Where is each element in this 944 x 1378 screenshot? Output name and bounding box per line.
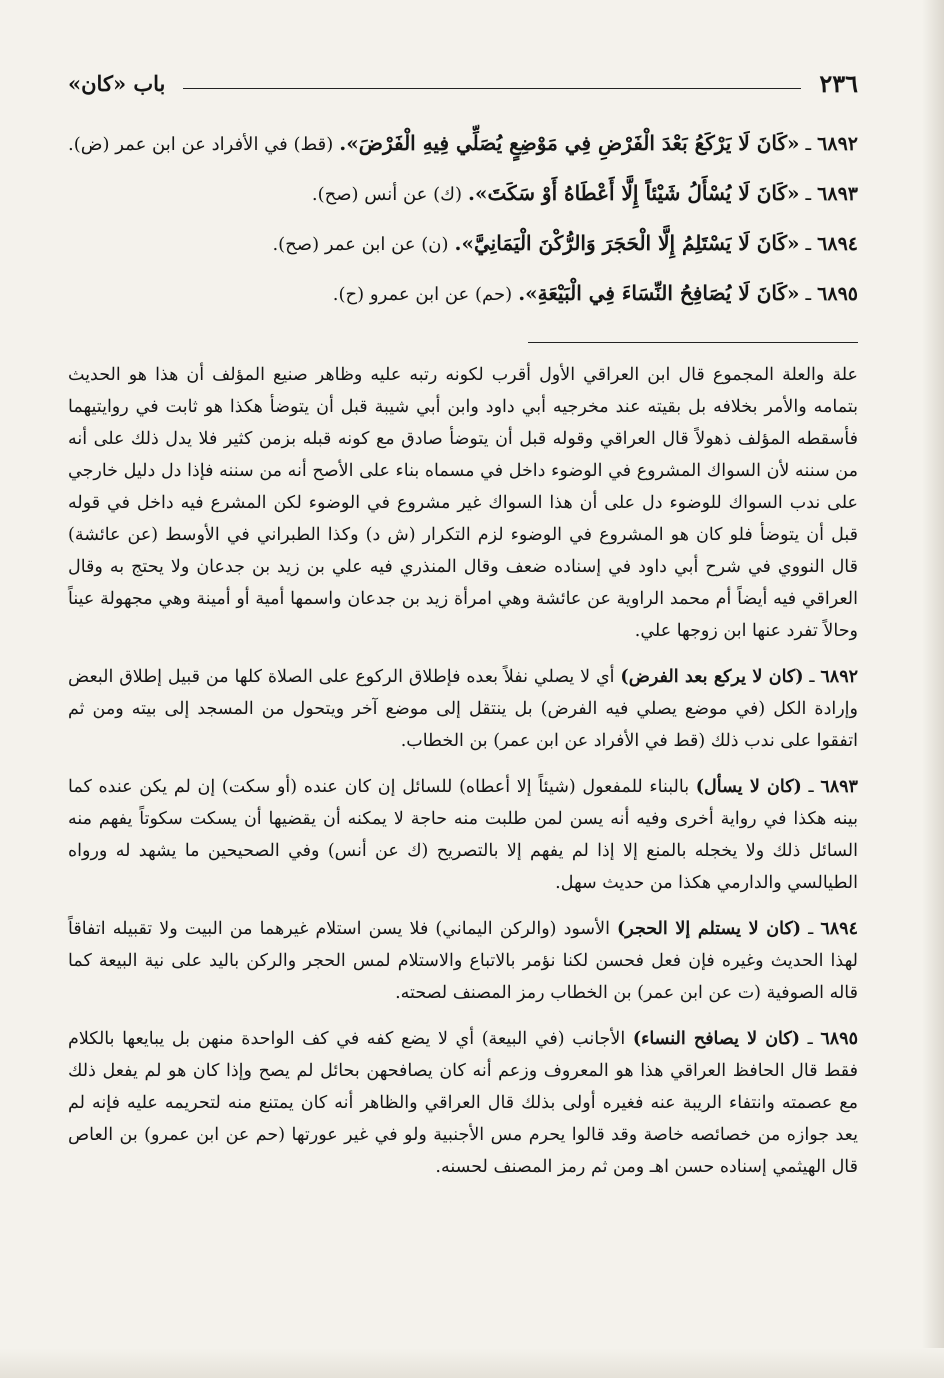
scan-bottom-shadow (0, 1348, 944, 1378)
hadith-number: ٦٨٩٢ (817, 133, 858, 155)
entry-text: الأجانب (في البيعة) أي لا يضع كفه في كف الواحدة منهن بل يبايعها بالكلام فقط قال الحافظ العراقي هذا هو المعروف وزعم أنه كان يصافحهن بحائل لم يصح وإذا كان هو لم يفعل ذلك مع عصمته وانتفاء الريبة عنه فغيره أولى بذلك قال العراقي والظاهر أنه كان يمتنع منه لتحريمه عليه فإنه لم يعد جوازه من خصائصه خاصة وقد قالوا يحرم مس الأجنبية ولو في غير عورتها (حم عن ابن عمرو) بن العاص قال الهيثمي إسناده حسن اهـ ومن ثم رمز المصنف لحسنه. (68, 1029, 858, 1177)
commentary (68, 359, 858, 1183)
hadith-text: «كَانَ لَا يُصَافِحُ النِّسَاءَ فِي الْبَيْعَةِ». (518, 281, 800, 305)
hadith-source: (ن) عن ابن عمر (صح). (272, 234, 449, 255)
hadith-text: «كَانَ لَا يَرْكَعُ بَعْدَ الْفَرْضِ فِي مَوْضِعٍ يُصَلِّي فِيهِ الْفَرْضَ». (339, 131, 800, 155)
hadith-source: (حم) عن ابن عمرو (ح). (332, 284, 513, 305)
entry-text: أي لا يصلي نفلاً بعده فإطلاق الركوع على الصلاة كلها من قبيل إطلاق البعض وإرادة الكل (في موضع يصلي فيه الفرض) بل ينتقل إلى موضع آخر ويتحول من المسجد إلى بيته ومن ثم اتفقوا على ندب ذلك (قط في الأفراد عن ابن عمر) بن الخطاب. (68, 667, 858, 751)
commentary-entry-6892: ٦٨٩٢ ـ (كان لا يركع بعد الفرض) أي لا يصلي نفلاً بعده فإطلاق الركوع على الصلاة كلها من قبيل إطلاق البعض وإرادة الكل (في موضع يصلي فيه الفرض) بل ينتقل إلى موضع آخر ويتحول من المسجد إلى بيته ومن ثم اتفقوا على ندب ذلك (قط في الأفراد عن ابن عمر) بن الخطاب. (68, 667, 858, 751)
commentary-entry-6894: ٦٨٩٤ ـ (كان لا يستلم إلا الحجر) الأسود (والركن اليماني) فلا يسن استلام غيرهما من البيت ولا تقبيله اتفاقاً لهذا الحديث وغيره فإن فعل فحسن لكنا نؤمر بالاتباع والاستلام لمس الحجر والركن باليد على نية البيعة كما قاله الصوفية (ت عن ابن عمر) بن الخطاب رمز المصنف لصحته. (68, 919, 858, 1003)
entry-number: ٦٨٩٣ (820, 777, 858, 797)
commentary-intro: علة والعلة المجموع قال ابن العراقي الأول أقرب لكونه رتبه عليه وظاهر صنيع المؤلف أن هذا هو الحديث بتمامه والأمر بخلافه بل بقيته عند مخرجيه أبي داود وابن أبي شيبة قبل أن يتوضأ هكذا هو ثابت في روايتيهما فأسقطه المؤلف ذهولاً قال العراقي وقوله قبل أن يتوضأ صادق مع كونه قبله بزمن كثير فلا يدل ذلك على أنه من سننه لأن السواك المشروع في الوضوء داخل في مسماه بناء على الأصح أنه من سننه فإذا دل دليل خارجي على ندب السواك للوضوء دل على أن هذا السواك غير مشروع في الوضوء لكن المشرع فيه داخل في قوله قبل أن يتوضأ فلو كان هو المشروع في الوضوء لزم التكرار (ش د) وكذا الطبراني في الأوسط (عن عائشة) قال النووي في شرح أبي داود في إسناده ضعف وقال المنذري فيه علي بن زيد بن جدعان ولا يحتج به وقال العراقي فيه أيضاً أم محمد الراوية عن عائشة وهي امرأة زيد بن جدعان واسمها أمية أو أمينة وهي مجهولة عيناً وحالاً تفرد عنها ابن زوجها علي. (68, 365, 858, 641)
entry-lead: (كان لا يركع بعد الفرض) (620, 667, 804, 687)
hadith-number: ٦٨٩٣ (817, 183, 858, 205)
entry-number: ٦٨٩٥ (820, 1029, 858, 1049)
entry-lead: (كان لا يستلم إلا الحجر) (617, 919, 802, 939)
hadith-text: «كَانَ لَا يَسْتَلِمُ إِلَّا الْحَجَرَ وَالرُّكْنَ الْيَمَانِيَّ». (454, 231, 800, 255)
hadith-6895: ٦٨٩٥ ـ «كَانَ لَا يُصَافِحُ النِّسَاءَ فِي الْبَيْعَةِ». (حم) عن ابن عمرو (ح). (332, 281, 858, 305)
scan-edge-shadow (922, 0, 944, 1378)
hadith-6894: ٦٨٩٤ ـ «كَانَ لَا يَسْتَلِمُ إِلَّا الْحَجَرَ وَالرُّكْنَ الْيَمَانِيَّ». (ن) عن ابن عمر (صح). (272, 231, 858, 255)
entry-lead: (كان لا يصافح النساء) (632, 1029, 801, 1049)
hadith-6892: ٦٨٩٢ ـ «كَانَ لَا يَرْكَعُ بَعْدَ الْفَرْضِ فِي مَوْضِعٍ يُصَلِّي فِيهِ الْفَرْضَ». (قط) في الأفراد عن ابن عمر (ض). (67, 131, 858, 155)
hadith-number: ٦٨٩٤ (817, 233, 858, 255)
hadith-6893: ٦٨٩٣ ـ «كَانَ لَا يُسْأَلُ شَيْئاً إِلَّا أَعْطَاهُ أَوْ سَكَتَ». (ك) عن أنس (صح). (311, 181, 858, 205)
hadith-number: ٦٨٩٥ (817, 283, 858, 305)
chapter-title: باب «كان» (68, 70, 166, 96)
page-number: ٢٣٦ (819, 68, 858, 98)
commentary-entry-6893: ٦٨٩٣ ـ (كان لا يسأل) بالبناء للمفعول (شيئاً إلا أعطاه) للسائل إن كان عنده (أو سكت) إن لم يكن عنده كما بينه هكذا في رواية أخرى وفيه أنه يسن لمن طلبت منه حاجة لا يمكنه أن يقضيها أن يسكت سكوتاً يفهم منه السائل ذلك ولا يخجله بالمنع إلا إذا لم يفهم إلا بالتصريح (ك عن أنس) وفي الصحيحين ما يشهد له ورواه الطيالسي والدارمي هكذا من حديث سهل. (68, 777, 858, 893)
footnote-separator (528, 342, 858, 343)
entry-number: ٦٨٩٢ (820, 667, 858, 687)
hadith-source: (ك) عن أنس (صح). (311, 184, 462, 205)
document-page (68, 60, 858, 1360)
entry-lead: (كان لا يسأل) (695, 777, 802, 797)
hadith-text: «كَانَ لَا يُسْأَلُ شَيْئاً إِلَّا أَعْطَاهُ أَوْ سَكَتَ». (468, 181, 800, 205)
entry-number: ٦٨٩٤ (820, 919, 858, 939)
running-head (68, 60, 858, 106)
entry-text: الأسود (والركن اليماني) فلا يسن استلام غيرهما من البيت ولا تقبيله اتفاقاً لهذا الحديث وغيره فإن فعل فحسن لكنا نؤمر بالاتباع والاستلام لمس الحجر والركن باليد على نية البيعة كما قاله الصوفية (ت عن ابن عمر) بن الخطاب رمز المصنف لصحته. (68, 919, 858, 1003)
entry-text: بالبناء للمفعول (شيئاً إلا أعطاه) للسائل إن كان عنده (أو سكت) إن لم يكن عنده كما بينه هكذا في رواية أخرى وفيه أنه يسن لمن طلبت منه حاجة لا يمكنه أن يقضيها أن يسكت سكوتاً يفهم منه السائل ذلك ولا يخجله بالمنع إلا إذا لم يفهم إلا بالتصريح (ك عن أنس) وفي الصحيحين ما يشهد له ورواه الطيالسي والدارمي هكذا من حديث سهل. (68, 777, 858, 893)
commentary-entry-6895: ٦٨٩٥ ـ (كان لا يصافح النساء) الأجانب (في البيعة) أي لا يضع كفه في كف الواحدة منهن بل يبايعها بالكلام فقط قال الحافظ العراقي هذا هو المعروف وزعم أنه كان يصافحهن بحائل لم يصح وإذا كان هو لم يفعل ذلك مع عصمته وانتفاء الريبة عنه فغيره أولى بذلك قال العراقي والظاهر أنه كان يمتنع منه لتحريمه عليه فإنه لم يعد جوازه من خصائصه خاصة وقد قالوا يحرم مس الأجنبية ولو في غير عورتها (حم عن ابن عمرو) بن العاص قال الهيثمي إسناده حسن اهـ ومن ثم رمز المصنف لحسنه. (68, 1029, 858, 1177)
hadith-source: (قط) في الأفراد عن ابن عمر (ض). (67, 134, 334, 155)
hadith-list (68, 128, 858, 310)
header-rule (183, 88, 801, 89)
